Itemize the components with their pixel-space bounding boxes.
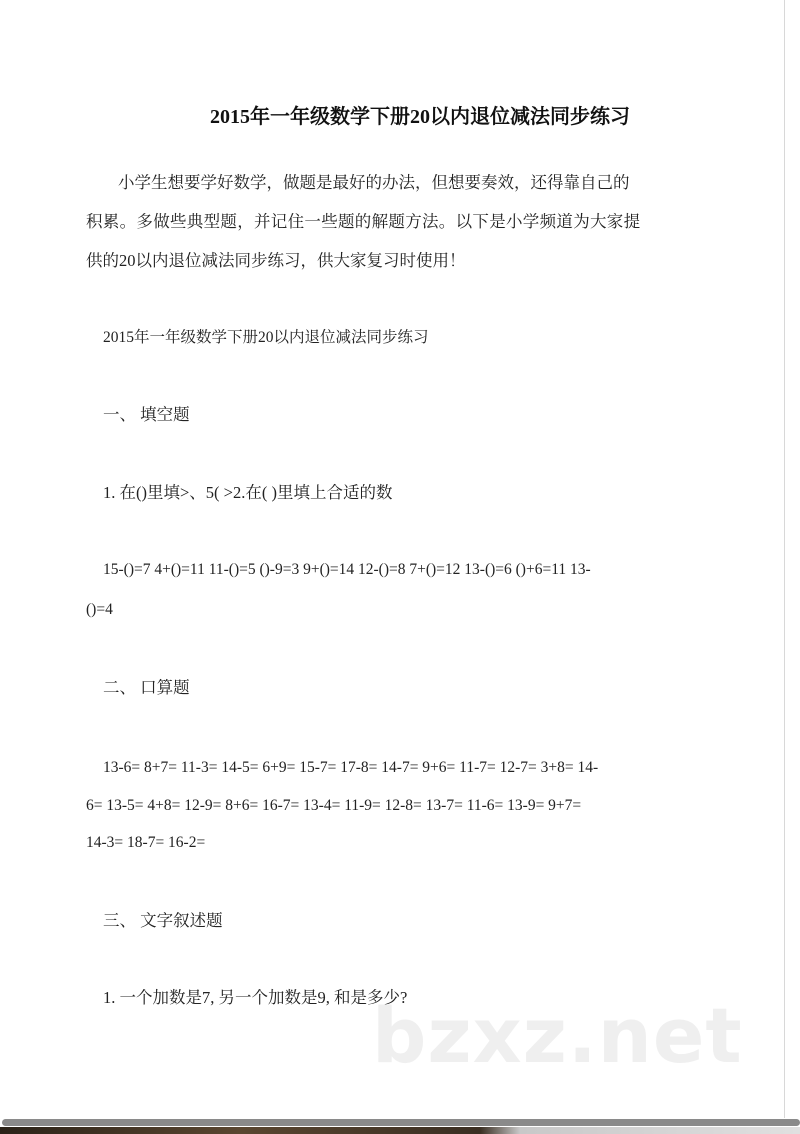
equation-line: 15-()=7 4+()=11 11-()=5 ()-9=3 9+()=14 12-()=8 7+()=12 13-()=6 ()+6=11 13- — [103, 561, 591, 578]
word-problem-item: 1. 一个加数是7, 另一个加数是9, 和是多少? — [103, 988, 408, 1007]
intro-line: 积累。多做些典型题，并记住一些题的解题方法。以下是小学频道为大家提 — [86, 212, 641, 231]
mental-math-line: 13-6= 8+7= 11-3= 14-5= 6+9= 15-7= 17-8= 14-7= 9+6= 11-7= 12-7= 3+8= 14- — [103, 759, 599, 776]
mental-math-line: 14-3= 18-7= 16-2= — [86, 834, 206, 851]
document-title: 2015年一年级数学下册20以内退位减法同步练习 — [210, 106, 630, 128]
horizontal-scrollbar[interactable] — [2, 1119, 800, 1126]
subtitle: 2015年一年级数学下册20以内退位减法同步练习 — [103, 329, 429, 346]
watermark: bzxz.net — [372, 991, 743, 1080]
section-heading-word-problems: 三、 文字叙述题 — [103, 911, 223, 930]
equation-line: ()=4 — [86, 601, 113, 618]
section-heading-mental-math: 二、 口算题 — [103, 678, 190, 697]
mental-math-line: 6= 13-5= 4+8= 12-9= 8+6= 16-7= 13-4= 11-9= 12-8= 13-7= 11-6= 13-9= 9+7= — [86, 797, 582, 814]
fill-blank-item: 1. 在()里填>、5( >2.在( )里填上合适的数 — [103, 483, 393, 502]
intro-line: 小学生想要学好数学，做题是最好的办法，但想要奏效，还得靠自己的 — [118, 173, 630, 192]
intro-line: 供的20以内退位减法同步练习，供大家复习时使用！ — [86, 251, 466, 270]
section-heading-fill-blank: 一、 填空题 — [103, 405, 190, 424]
background-strip — [0, 1127, 800, 1134]
